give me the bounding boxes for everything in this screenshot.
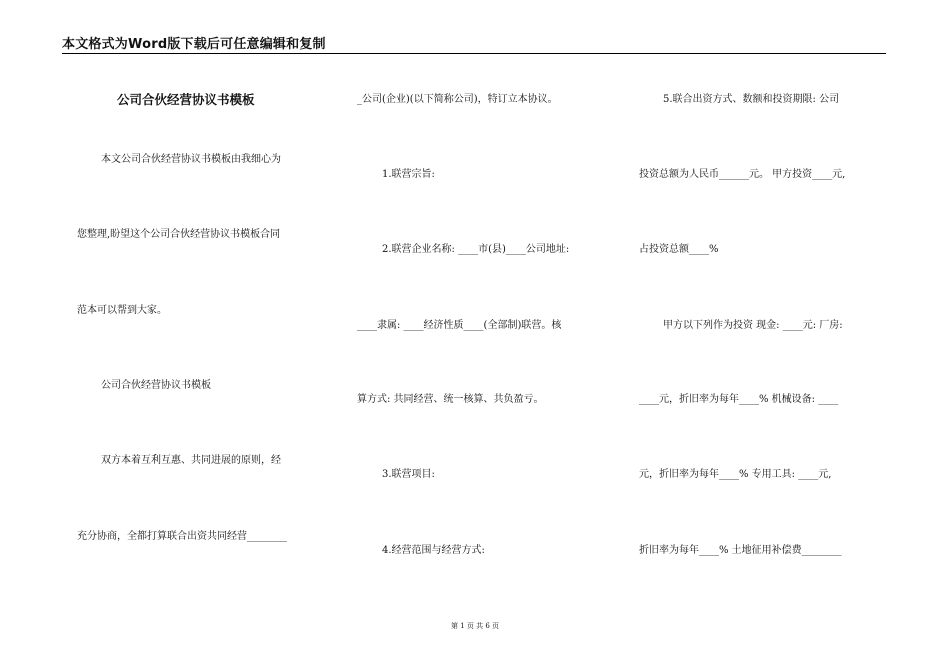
paragraph-line: 投资总额为人民币______元。 甲方投资____元, — [639, 169, 846, 180]
paragraph-line: 元，折旧率为每年____% 专用工具: ____元, — [639, 469, 832, 480]
section-heading: 公司合伙经营协议书模板 — [101, 380, 211, 391]
paragraph-line: _公司(企业)(以下简称公司)，特订立本协议。 — [357, 94, 558, 105]
paragraph-line: 双方本着互利互惠、共同进展的原则，经 — [101, 455, 281, 466]
paragraph-line: 充分协商，全都打算联合出资共同经营________ — [77, 531, 287, 542]
paragraph-line: 占投资总额____% — [639, 244, 719, 255]
paragraph-line: ____隶属: ____经济性质____(全部制)联营。核 — [357, 320, 562, 331]
paragraph-line: 您整理,盼望这个公司合伙经营协议书模板合同 — [77, 229, 281, 240]
paragraph-line: ____元，折旧率为每年____% 机械设备: ____ — [639, 394, 839, 405]
clause-heading: 4.经营范围与经营方式: — [382, 545, 485, 556]
clause-heading: 2.联营企业名称: ____市(县)____公司地址: — [382, 244, 570, 255]
paragraph-line: 折旧率为每年____% 土地征用补偿费________ — [639, 545, 842, 556]
clause-heading: 1.联营宗旨: — [382, 169, 435, 180]
clause-heading: 5.联合出资方式、数额和投资期限: 公司 — [663, 94, 840, 105]
paragraph-line: 甲方以下列作为投资 现金: ____元: 厂房: — [663, 320, 843, 331]
header-text: 本文格式为Word版下载后可任意编辑和复制 — [62, 37, 326, 52]
page-number: 第 1 页 共 6 页 — [450, 622, 500, 630]
paragraph-line: 本文公司合伙经营协议书模板由我细心为 — [101, 154, 281, 165]
document-title: 公司合伙经营协议书模板 — [117, 92, 255, 107]
page-header — [62, 33, 886, 54]
paragraph-line: 算方式: 共同经营、统一核算、共负盈亏。 — [357, 394, 544, 405]
clause-heading: 3.联营项目: — [382, 469, 435, 480]
paragraph-line: 范本可以帮到大家。 — [77, 305, 167, 316]
